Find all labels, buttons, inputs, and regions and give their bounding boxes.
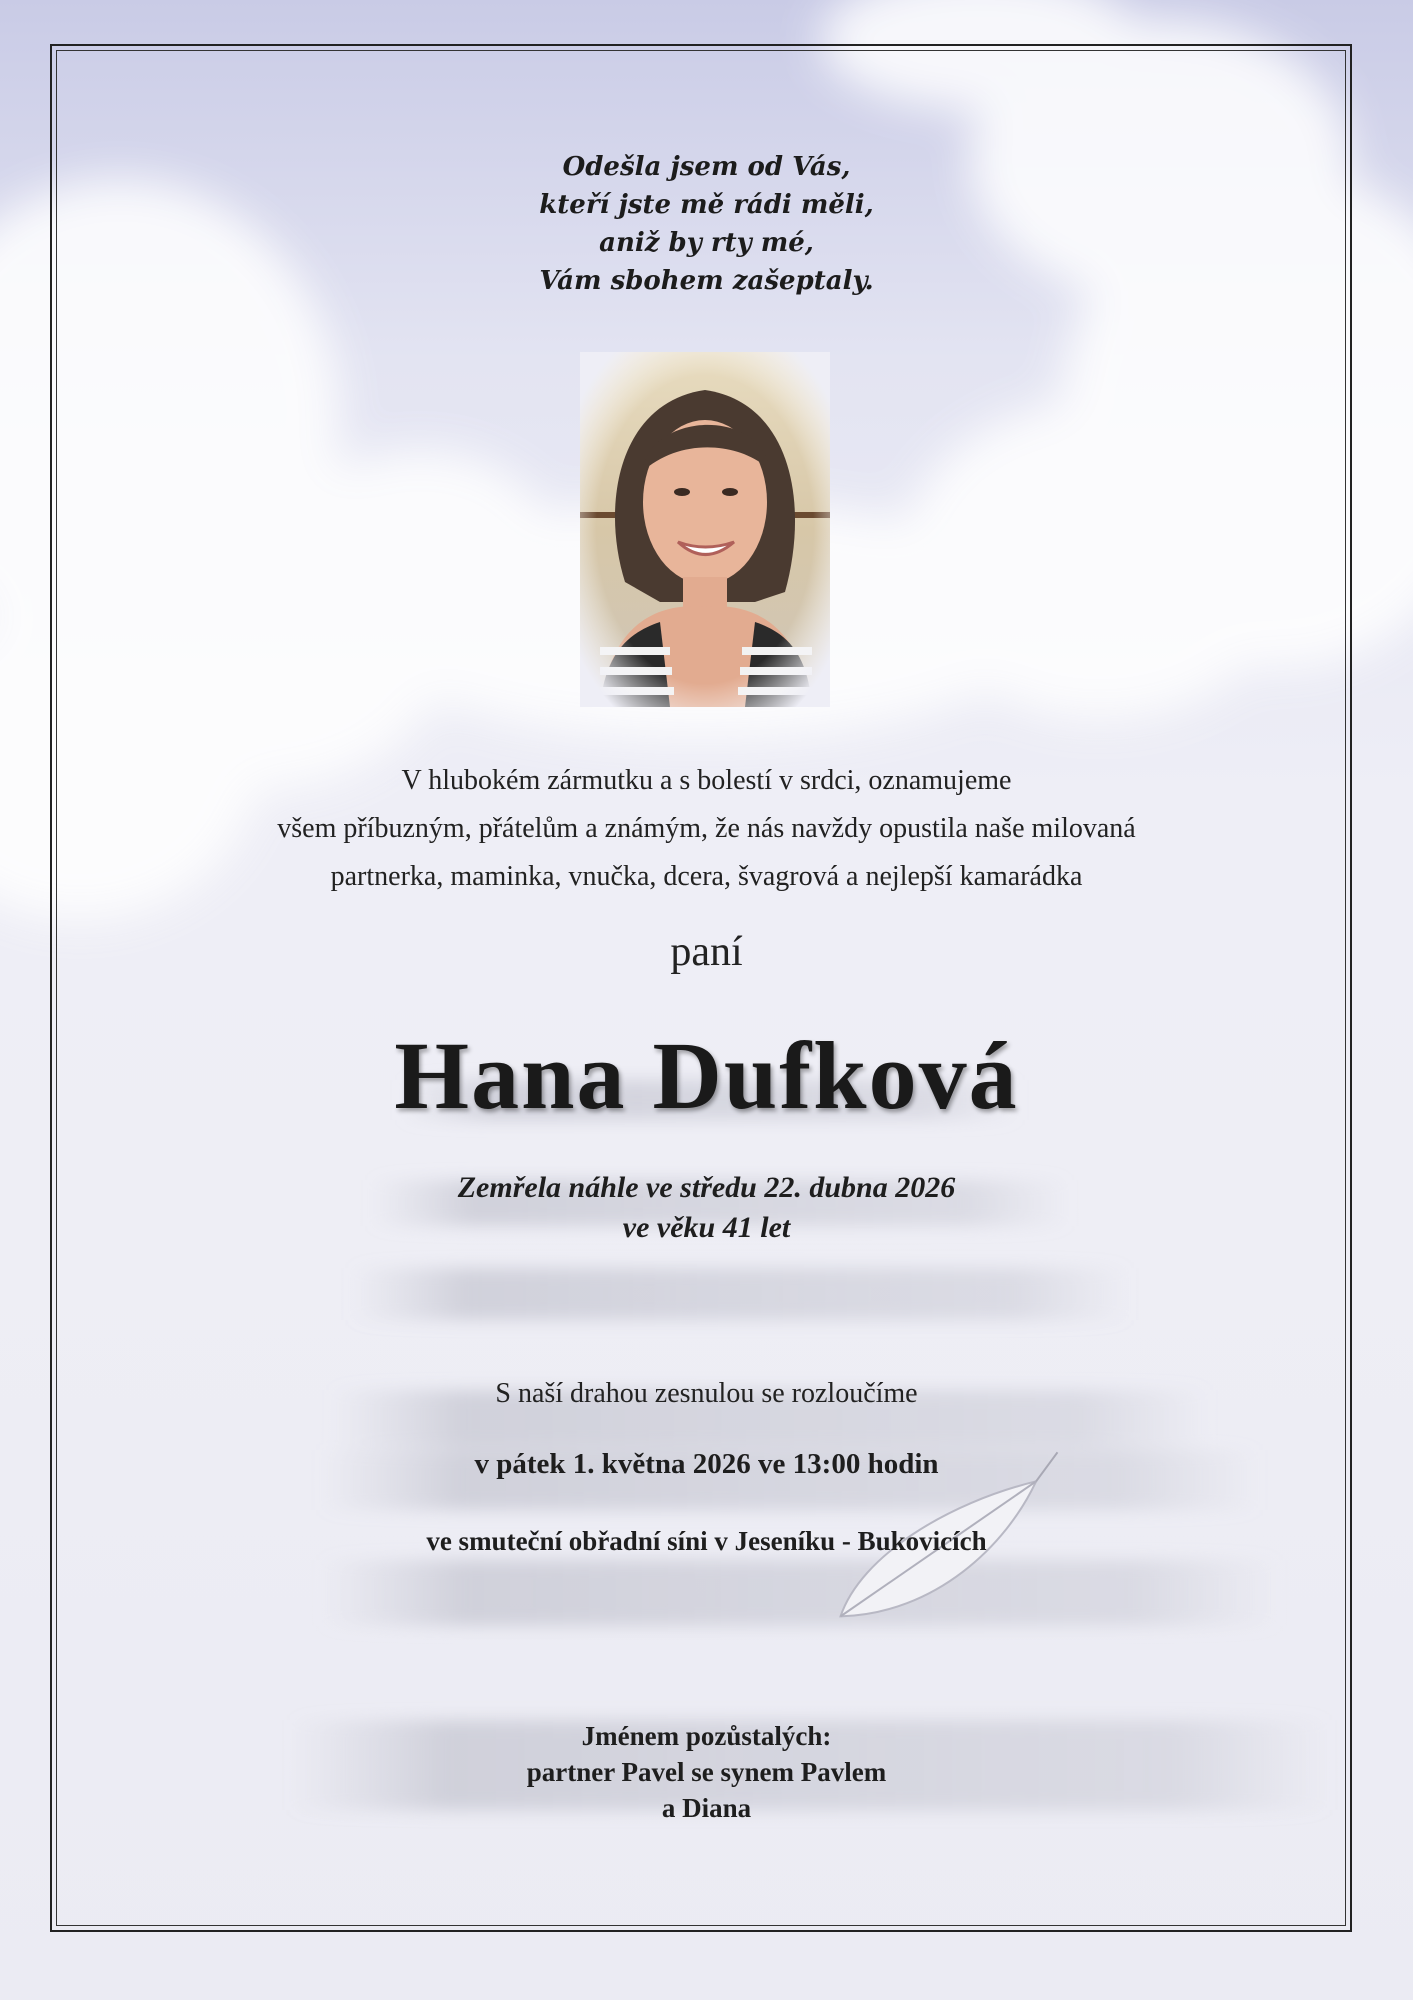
honorific: paní	[670, 929, 743, 975]
inner-border	[56, 50, 1346, 1926]
announcement	[0, 757, 1413, 901]
poem-line: Odešla jsem od Vás,	[562, 152, 851, 182]
ceremony-place: ve smuteční obřadní síni v Jeseníku - Bukovicích	[426, 1526, 987, 1556]
signature-line: Jménem pozůstalých:	[581, 1721, 832, 1751]
ceremony-datetime: v pátek 1. května 2026 ve 13:00 hodin	[474, 1448, 939, 1480]
portrait-photo-icon	[580, 352, 830, 707]
poem-line: aniž by rty mé,	[599, 228, 814, 258]
death-info	[0, 1168, 1413, 1248]
signature-line: partner Pavel se synem Pavlem	[526, 1757, 887, 1787]
signature-block	[0, 1718, 1413, 1826]
announcement-line: V hlubokém zármutku a s bolestí v srdci, oznamujeme	[401, 765, 1012, 796]
poem	[0, 148, 1413, 300]
announcement-line: partnerka, maminka, vnučka, dcera, švagrová a nejlepší kamarádka	[330, 861, 1083, 892]
farewell-intro: S naší drahou zesnulou se rozloučíme	[495, 1378, 918, 1409]
poem-line: kteří jste mě rádi měli,	[539, 190, 874, 220]
deceased-name: Hana Dufková	[394, 1022, 1019, 1129]
signature-line: a Diana	[661, 1793, 752, 1823]
announcement-line: všem příbuzným, přátelům a známým, že nás navždy opustila naše milovaná	[277, 813, 1136, 844]
death-date: Zemřela náhle ve středu 22. dubna 2026	[457, 1171, 956, 1204]
poem-line: Vám sbohem zašeptaly.	[539, 266, 874, 296]
death-age: ve věku 41 let	[622, 1211, 791, 1244]
